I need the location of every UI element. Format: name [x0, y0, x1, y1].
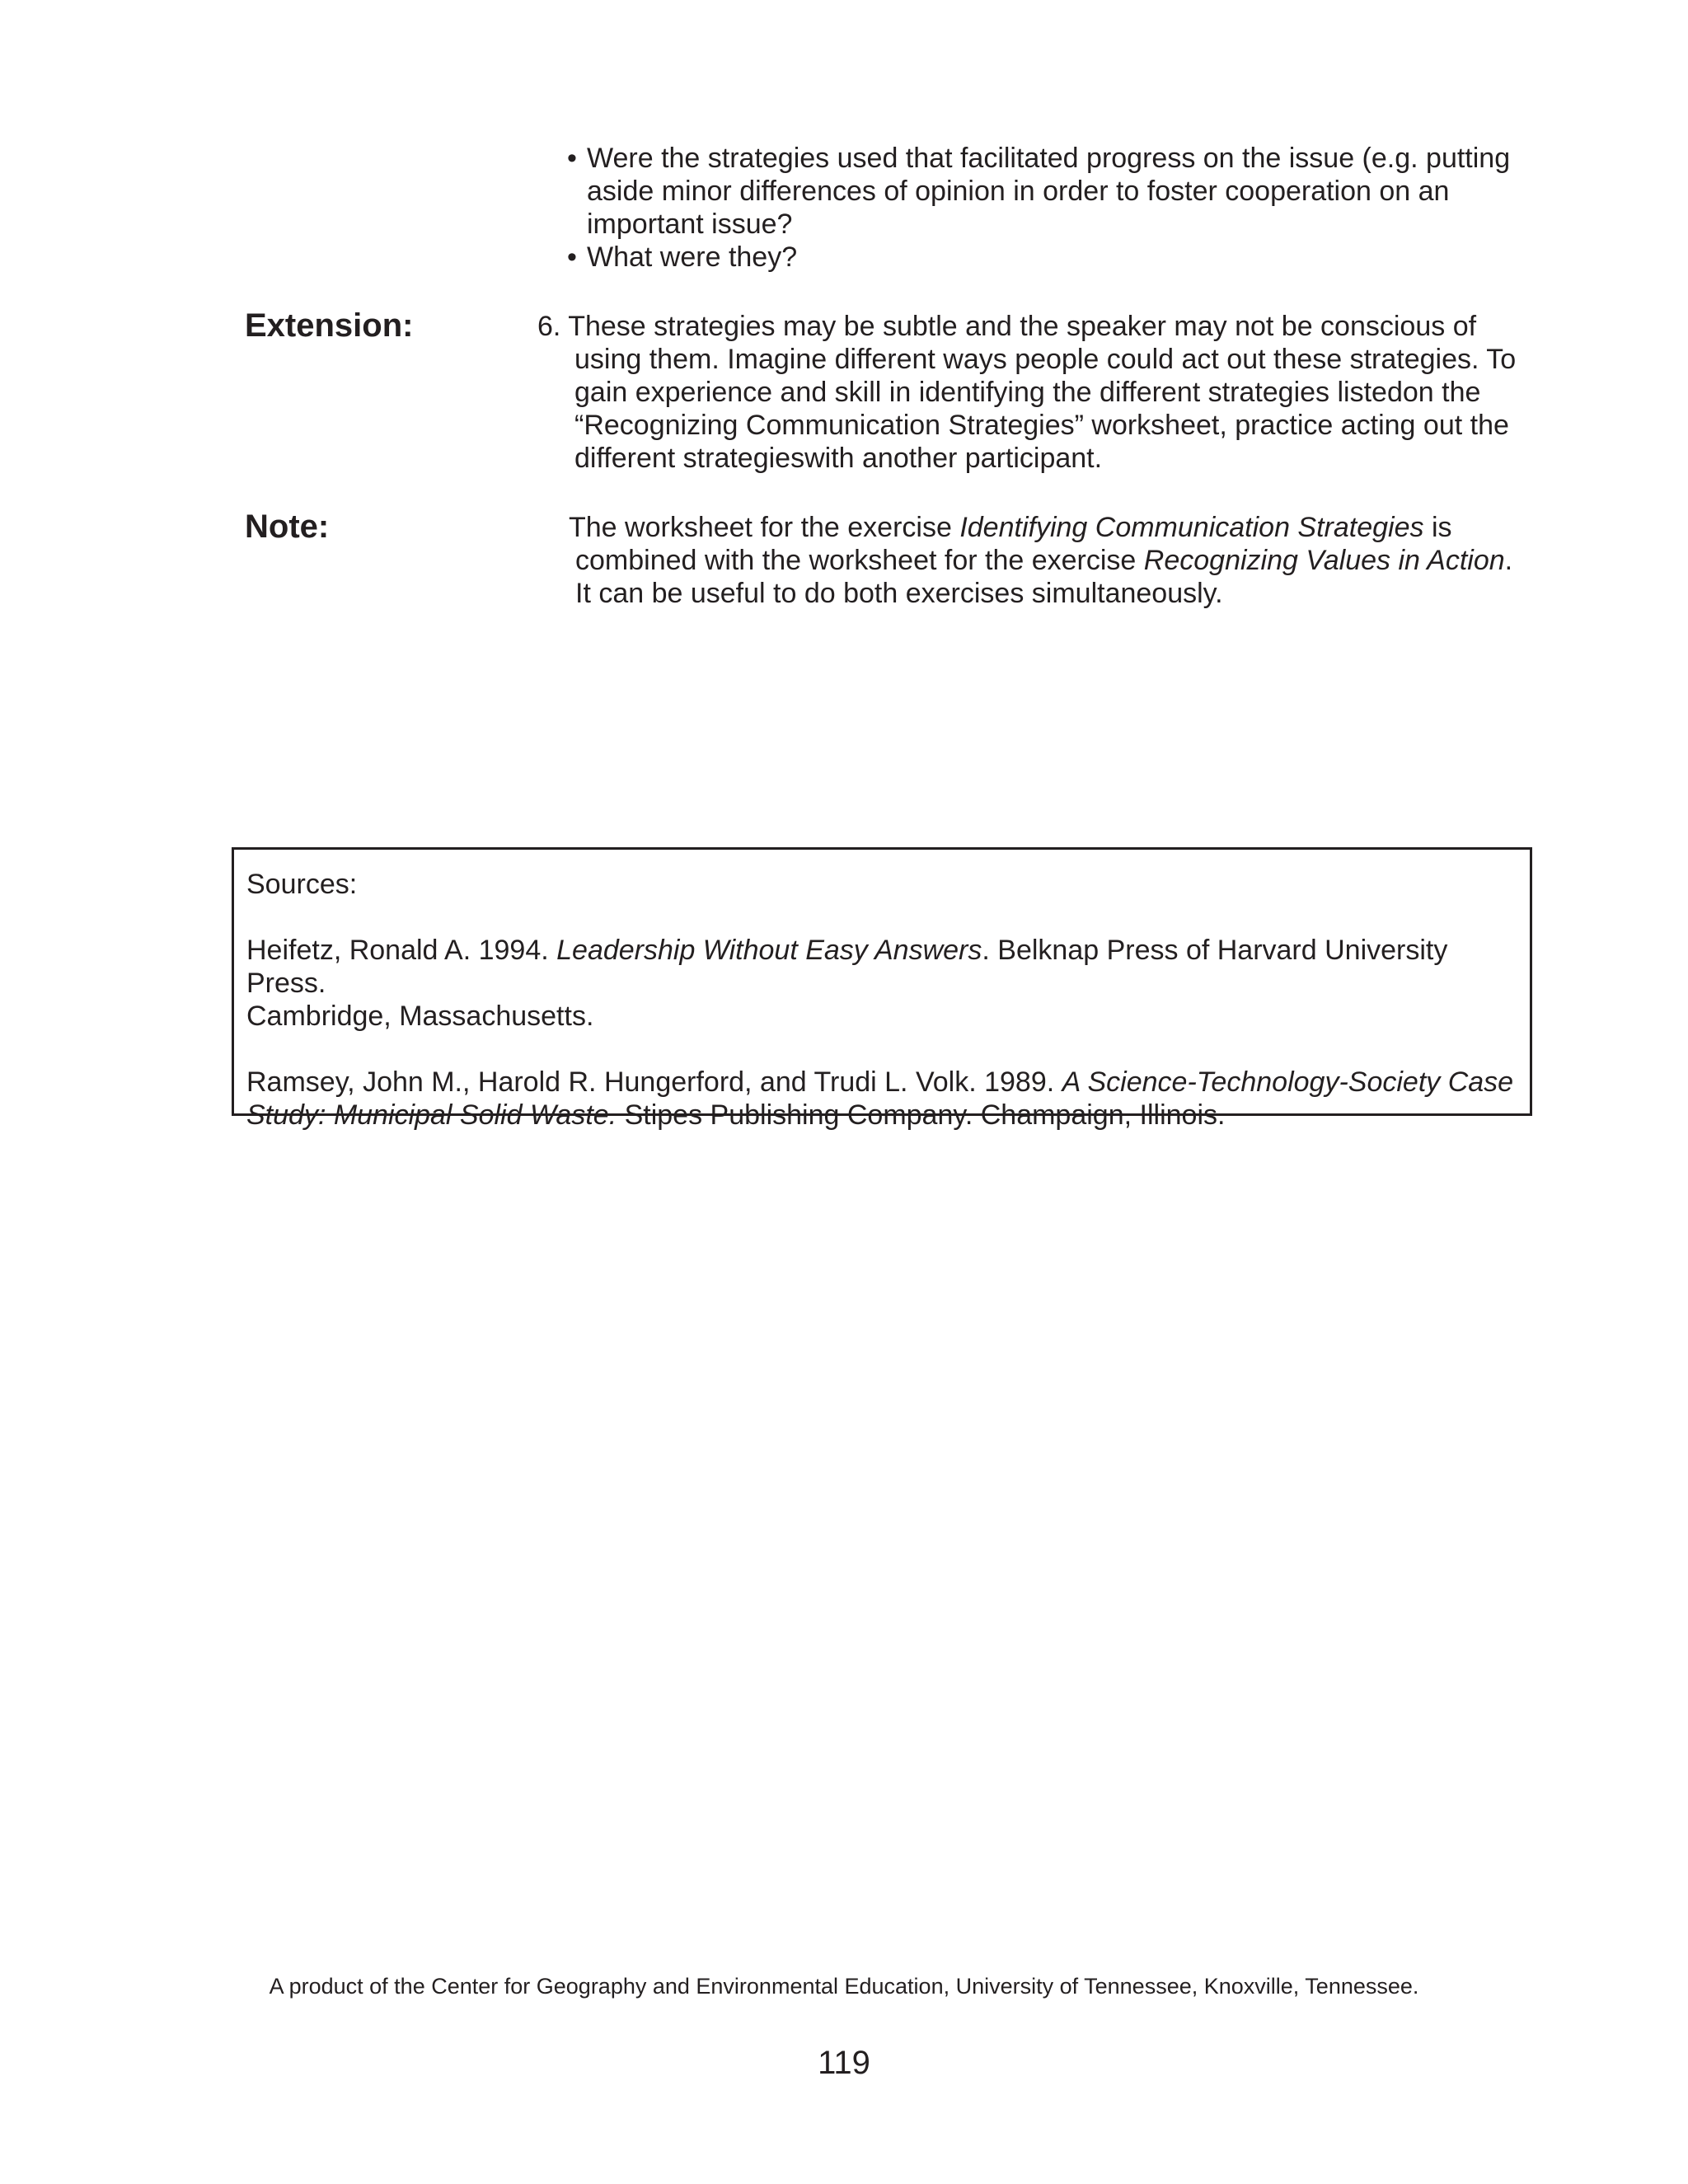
page-number: 119	[818, 2045, 870, 2081]
note-label: Note:	[245, 509, 330, 545]
bullet: •	[567, 241, 577, 273]
list-item	[567, 142, 1556, 241]
note-text-segment: It can be useful to do both exercises simultaneously.	[575, 578, 1223, 609]
note-text-segment: combined with the worksheet for the exercise	[575, 545, 1144, 576]
extension-line: gain experience and skill in identifying the different strategies listedon the	[574, 377, 1481, 408]
reference-heifetz	[246, 934, 1524, 1033]
reference-title: A Science-Technology-Society Case	[1062, 1066, 1514, 1098]
extension-line: different strategieswith another participant.	[574, 443, 1103, 474]
reference-text: Heifetz, Ronald A. 1994.	[246, 935, 557, 966]
sources-heading: Sources:	[246, 869, 358, 900]
reference-text: Stipes Publishing Company. Champaign, Illinois.	[617, 1099, 1226, 1131]
reference-text: Ramsey, John M., Harold R. Hungerford, and Trudi L. Volk. 1989.	[246, 1066, 1062, 1098]
extension-label: Extension:	[245, 307, 414, 344]
reference-text: Cambridge, Massachusetts.	[246, 1001, 594, 1032]
question-line: What were they?	[587, 241, 798, 273]
reference-text: . Belknap Press of Harvard University Press.	[246, 935, 1448, 999]
list-item	[567, 241, 1556, 274]
question-line: Were the strategies used that facilitated progress on the issue (e.g. putting	[587, 143, 1511, 174]
extension-line: These strategies may be subtle and the speaker may not be conscious of	[568, 311, 1477, 342]
footer-credit: A product of the Center for Geography and Environmental Education, University of Tennessee, Knoxville, Tennessee.	[269, 1974, 1419, 1999]
note-text	[569, 511, 1541, 610]
bullet: •	[567, 143, 577, 174]
extension-number: 6.	[537, 311, 561, 342]
reference-ramsey	[246, 1066, 1524, 1132]
question-line: important issue?	[587, 209, 793, 240]
extension-line: “Recognizing Communication Strategies” worksheet, practice acting out the	[574, 410, 1509, 441]
extension-text	[537, 310, 1526, 475]
reference-title: Study: Municipal Solid Waste.	[246, 1099, 617, 1131]
question-line: aside minor differences of opinion in order to foster cooperation on an	[587, 176, 1450, 207]
extension-line: using them. Imagine different ways people could act out these strategies. To	[574, 344, 1517, 375]
note-text-segment: The worksheet for the exercise	[569, 512, 960, 543]
reference-title: Leadership Without Easy Answers	[556, 935, 982, 966]
question-list	[567, 142, 1556, 274]
note-text-segment: .	[1504, 545, 1513, 576]
sources-box	[232, 847, 1532, 1131]
note-text-segment: is	[1423, 512, 1452, 543]
exercise-title: Identifying Communication Strategies	[959, 512, 1424, 543]
exercise-title: Recognizing Values in Action	[1143, 545, 1505, 576]
